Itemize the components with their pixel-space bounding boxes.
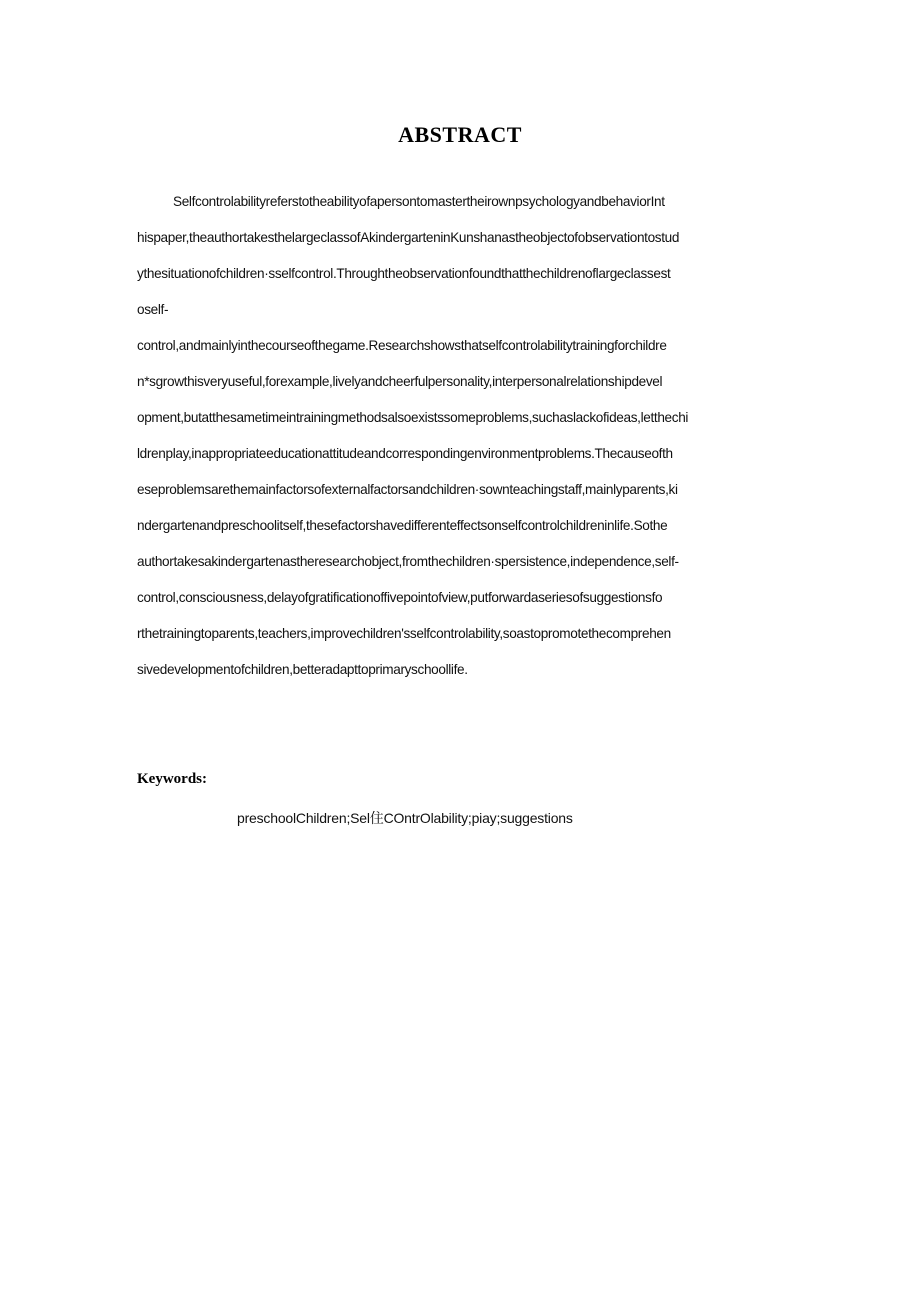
abstract-line: SelfcontrolabilityreferstotheabilityofapersontomastertheirownpsychologyandbehaviorInt <box>173 194 665 209</box>
abstract-line: ndergartenandpreschoolitself,thesefactorshavedifferenteffectsonselfcontrolchildreninlife.Sothe <box>137 518 668 533</box>
keywords-label: Keywords: <box>137 771 207 787</box>
abstract-line: n*sgrowthisveryuseful,forexample,livelyandcheerfulpersonality,interpersonalrelationshipdevel <box>137 374 663 389</box>
abstract-line: control,andmainlyinthecourseofthegame.Researchshowsthatselfcontrolabilitytrainingforchildre <box>137 338 667 353</box>
abstract-line: eseproblemsarethemainfactorsofexternalfactorsandchildren·sownteachingstaff,mainlyparents,ki <box>137 482 678 497</box>
abstract-line: ythesituationofchildren·sselfcontrol.Throughtheobservationfoundthatthechildrenoflargeclassest <box>137 266 671 281</box>
abstract-line: opment,butatthesametimeintrainingmethodsalsoexistssomeproblems,suchaslackofideas,letthechi <box>137 410 689 425</box>
abstract-line: control,consciousness,delayofgratificationoffivepointofview,putforwardaseriesofsuggestionsfo <box>137 590 663 605</box>
abstract-line: hispaper,theauthortakesthelargeclassofAkindergarteninKunshanastheobjectofobservationtostud <box>137 230 680 245</box>
abstract-line: authortakesakindergartenastheresearchobject,fromthechildren·spersistence,independence,self- <box>137 554 679 569</box>
abstract-line: oself- <box>137 302 169 317</box>
abstract-line: sivedevelopmentofchildren,betteradapttoprimaryschoollife. <box>137 662 468 677</box>
abstract-heading: ABSTRACT <box>398 122 522 147</box>
abstract-line: ldrenplay,inappropriateeducationattitudeandcorrespondingenvironmentproblems.Thecauseofth <box>137 446 673 461</box>
abstract-line: rthetrainingtoparents,teachers,improvechildren'sselfcontrolability,soastopromotethecomprehen <box>137 626 671 641</box>
keywords-text: preschoolChildren;Sel住COntrOlability;piay;suggestions <box>237 810 573 826</box>
